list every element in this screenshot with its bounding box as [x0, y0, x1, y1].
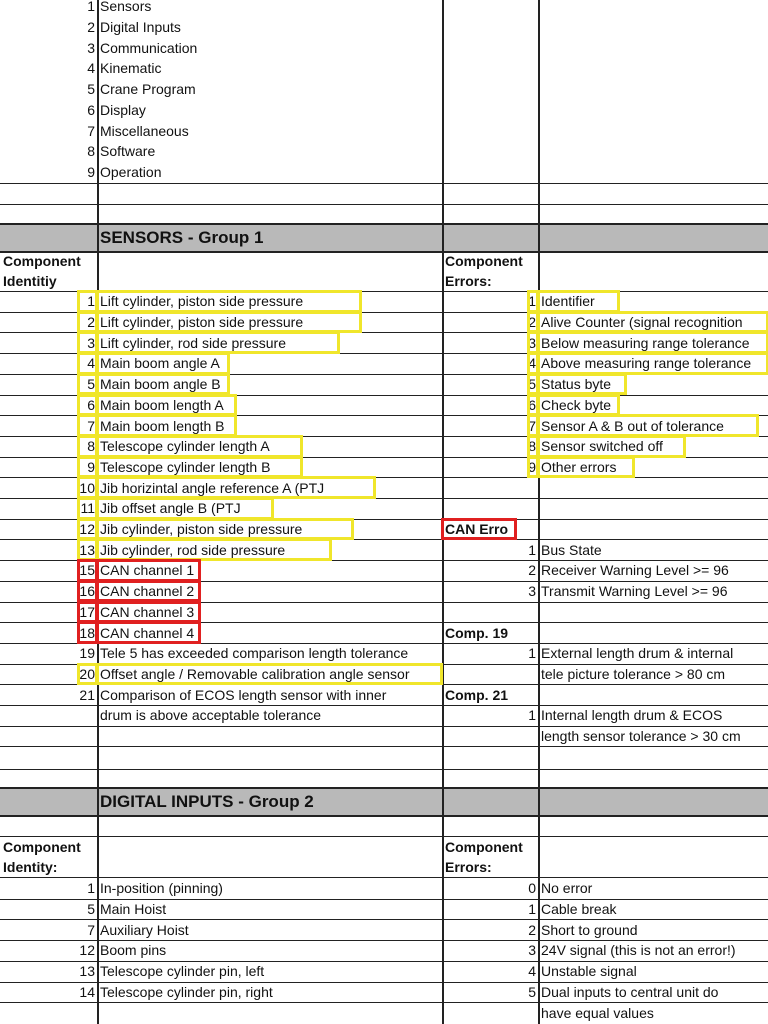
row-divider — [0, 815, 768, 817]
comp21-error-name: Internal length drum & ECOS — [541, 707, 723, 724]
digital-inputs-section-header — [0, 789, 768, 815]
sensor-row — [0, 291, 768, 312]
component-name: Telescope cylinder pin, left — [100, 963, 265, 980]
component-name: Main boom angle B — [97, 374, 229, 395]
comp21-error-code — [442, 726, 538, 747]
component-id: 21 — [79, 686, 95, 703]
component-name: Telescope cylinder length A — [97, 436, 302, 457]
errors-header: Errors: — [445, 273, 492, 289]
errors-header: Errors: — [445, 859, 492, 875]
group-name: Software — [100, 143, 156, 160]
component-id: 7 — [78, 415, 97, 436]
component-id: 20 — [78, 664, 97, 685]
component-name: Lift cylinder, piston side pressure — [97, 291, 361, 312]
error-code: 9 — [528, 457, 538, 478]
sensor-row — [0, 498, 768, 519]
sensor-row — [0, 436, 768, 457]
digital-input-row — [0, 878, 768, 899]
component-id: 9 — [78, 457, 97, 478]
error-name: Other errors — [538, 457, 634, 478]
section-title: SENSORS - Group 1 — [100, 228, 264, 247]
component-id — [0, 705, 97, 726]
comp19-error-name: tele picture tolerance > 80 cm — [541, 665, 726, 682]
group-name: Sensors — [100, 0, 152, 15]
error-name: Above measuring range tolerance — [538, 353, 768, 374]
sensor-row — [0, 705, 768, 726]
can-error-name: Transmit Warning Level >= 96 — [541, 583, 728, 600]
comp19-label: Comp. 19 — [445, 624, 509, 641]
section-title: DIGITAL INPUTS - Group 2 — [100, 792, 314, 811]
group-list-row — [0, 100, 768, 121]
component-id: 1 — [87, 880, 95, 897]
sensor-row — [0, 664, 768, 685]
component-name: Lift cylinder, rod side pressure — [97, 332, 339, 353]
component-id: 5 — [78, 374, 97, 395]
component-name: Jib cylinder, rod side pressure — [97, 539, 331, 560]
group-name: Crane Program — [100, 81, 196, 98]
component-id: 16 — [78, 581, 97, 602]
component-id: 8 — [78, 436, 97, 457]
group-number: 5 — [87, 81, 95, 98]
digital-input-row — [0, 919, 768, 940]
component-id: 13 — [79, 963, 95, 980]
component-name: In-position (pinning) — [100, 880, 223, 897]
component-name: drum is above acceptable tolerance — [100, 707, 322, 724]
component-header: Component — [3, 839, 81, 855]
digital-input-row — [0, 982, 768, 1003]
component-name: CAN channel 2 — [97, 581, 200, 602]
digital-input-row — [0, 961, 768, 982]
error-name: Cable break — [541, 901, 617, 918]
component-id — [0, 1002, 97, 1023]
group-name: Digital Inputs — [100, 19, 181, 36]
component-id: 12 — [78, 519, 97, 540]
can-error-code: 1 — [528, 541, 536, 558]
identity-header: Identity: — [3, 859, 58, 875]
error-code: 3 — [528, 332, 538, 353]
error-name: 24V signal (this is not an error!) — [541, 942, 736, 959]
component-name: Jib offset angle B (PTJ — [97, 498, 273, 519]
component-id: 15 — [78, 560, 97, 581]
can-error-code: 2 — [528, 562, 536, 579]
can-error-label: CAN Erro — [442, 519, 516, 540]
group-name: Operation — [100, 163, 162, 180]
group-number: 4 — [87, 60, 95, 77]
error-code: 0 — [528, 880, 536, 897]
group-number: 9 — [87, 163, 95, 180]
component-name: Tele 5 has exceeded comparison length tolerance — [100, 645, 409, 662]
error-name: Status byte — [538, 374, 626, 395]
error-code: 5 — [528, 374, 538, 395]
group-number: 8 — [87, 143, 95, 160]
sensor-row — [0, 457, 768, 478]
comp21-error-name: length sensor tolerance > 30 cm — [541, 728, 741, 745]
component-id: 11 — [78, 498, 97, 519]
component-name: Jib cylinder, piston side pressure — [97, 519, 353, 540]
component-id: 6 — [78, 395, 97, 416]
sensor-row — [0, 312, 768, 333]
error-name: Alive Counter (signal recognition — [538, 312, 768, 333]
group-list-row — [0, 0, 768, 17]
component-id: 3 — [78, 332, 97, 353]
group-number: 1 — [87, 0, 95, 15]
comp19-error-name: External length drum & internal — [541, 645, 734, 662]
sensor-row — [0, 581, 768, 602]
group-name: Kinematic — [100, 60, 162, 77]
error-code — [442, 1002, 538, 1023]
component-id: 7 — [87, 921, 95, 938]
sensor-row-extra — [0, 726, 768, 747]
error-code: 8 — [528, 436, 538, 457]
error-code: 6 — [528, 395, 538, 416]
sensor-row — [0, 353, 768, 374]
can-error-code: 3 — [528, 583, 536, 600]
di-col-head-2 — [0, 857, 768, 877]
error-name: Check byte — [538, 395, 619, 416]
component-id: 13 — [78, 539, 97, 560]
group-name: Miscellaneous — [100, 122, 189, 139]
component-name: Main boom length A — [97, 395, 236, 416]
component-header: Component — [3, 253, 81, 269]
sensor-row — [0, 622, 768, 643]
component-name: Main boom angle A — [97, 353, 229, 374]
component-name: Lift cylinder, piston side pressure — [97, 312, 361, 333]
sensor-row — [0, 374, 768, 395]
error-code: 1 — [528, 901, 536, 918]
component-id: 4 — [78, 353, 97, 374]
sensor-row — [0, 539, 768, 560]
row-divider — [0, 204, 768, 205]
digital-input-row — [0, 899, 768, 920]
component-name: Comparison of ECOS length sensor with inner — [100, 686, 387, 703]
group-name: Communication — [100, 39, 198, 56]
errors-component-header: Component — [445, 253, 523, 269]
group-list-row — [0, 58, 768, 79]
component-id: 1 — [78, 291, 97, 312]
di-col-head-1 — [0, 837, 768, 857]
component-id: 17 — [78, 602, 97, 623]
error-name: No error — [541, 880, 593, 897]
sensor-row — [0, 560, 768, 581]
error-name: Sensor A & B out of tolerance — [538, 415, 758, 436]
error-name: Below measuring range tolerance — [538, 332, 768, 353]
digital-input-row — [0, 1002, 768, 1023]
group-list-row — [0, 17, 768, 38]
error-name: Dual inputs to central unit do — [541, 983, 719, 1000]
group-list-row — [0, 120, 768, 141]
error-name: Short to ground — [541, 921, 638, 938]
component-name: CAN channel 4 — [97, 622, 200, 643]
component-name: CAN channel 1 — [97, 560, 200, 581]
component-name — [97, 1002, 442, 1023]
error-code: 1 — [528, 291, 538, 312]
error-code: 3 — [528, 942, 536, 959]
error-code: 5 — [528, 983, 536, 1000]
sensor-row — [0, 477, 768, 498]
sensor-row — [0, 519, 768, 540]
component-id: 19 — [79, 645, 95, 662]
error-name: Unstable signal — [541, 963, 637, 980]
sensors-section-header — [0, 225, 768, 251]
sensor-row — [0, 415, 768, 436]
identity-header: Identitiy — [3, 273, 57, 289]
component-id: 2 — [78, 312, 97, 333]
group-number: 3 — [87, 39, 95, 56]
component-id: 18 — [78, 622, 97, 643]
can-error-name: Bus State — [541, 541, 602, 558]
error-name: Sensor switched off — [538, 436, 685, 457]
comp21-label: Comp. 21 — [445, 686, 509, 703]
group-number: 2 — [87, 19, 95, 36]
error-name: have equal values — [541, 1004, 654, 1021]
component-name: Boom pins — [100, 942, 167, 959]
group-list-row — [0, 79, 768, 100]
sensor-row — [0, 395, 768, 416]
sensor-row — [0, 643, 768, 664]
group-list-row — [0, 162, 768, 183]
comp21-error-code: 1 — [528, 707, 536, 724]
sensors-col-head-1 — [0, 251, 768, 271]
group-number: 6 — [87, 101, 95, 118]
component-name: Offset angle / Removable calibration angle sensor — [97, 664, 442, 685]
digital-input-row — [0, 940, 768, 961]
sensors-col-head-2 — [0, 271, 768, 291]
component-name: CAN channel 3 — [97, 602, 200, 623]
component-id: 10 — [78, 477, 97, 498]
error-code: 4 — [528, 963, 536, 980]
component-name: Telescope cylinder length B — [97, 457, 302, 478]
component-name: Main Hoist — [100, 901, 167, 918]
sensor-row — [0, 602, 768, 623]
error-name: Identifier — [538, 291, 619, 312]
group-number: 7 — [87, 122, 95, 139]
comp19-error-code: 1 — [528, 645, 536, 662]
component-name: Jib horizintal angle reference A (PTJ — [97, 477, 375, 498]
sensor-row — [0, 684, 768, 705]
errors-component-header: Component — [445, 839, 523, 855]
row-divider — [0, 183, 768, 184]
component-name: Auxiliary Hoist — [100, 921, 189, 938]
component-id: 14 — [79, 983, 95, 1000]
comp19-error-code — [442, 664, 538, 685]
error-code: 2 — [528, 921, 536, 938]
component-id: 12 — [79, 942, 95, 959]
error-code: 2 — [528, 312, 538, 333]
row-divider — [0, 769, 768, 770]
component-name: Telescope cylinder pin, right — [100, 983, 273, 1000]
component-name: Main boom length B — [97, 415, 236, 436]
component-id: 5 — [87, 901, 95, 918]
can-error-name: Receiver Warning Level >= 96 — [541, 562, 729, 579]
group-list-row — [0, 141, 768, 162]
error-code: 4 — [528, 353, 538, 374]
group-list-row — [0, 37, 768, 58]
error-code: 7 — [528, 415, 538, 436]
group-name: Display — [100, 101, 146, 118]
sensor-row — [0, 332, 768, 353]
